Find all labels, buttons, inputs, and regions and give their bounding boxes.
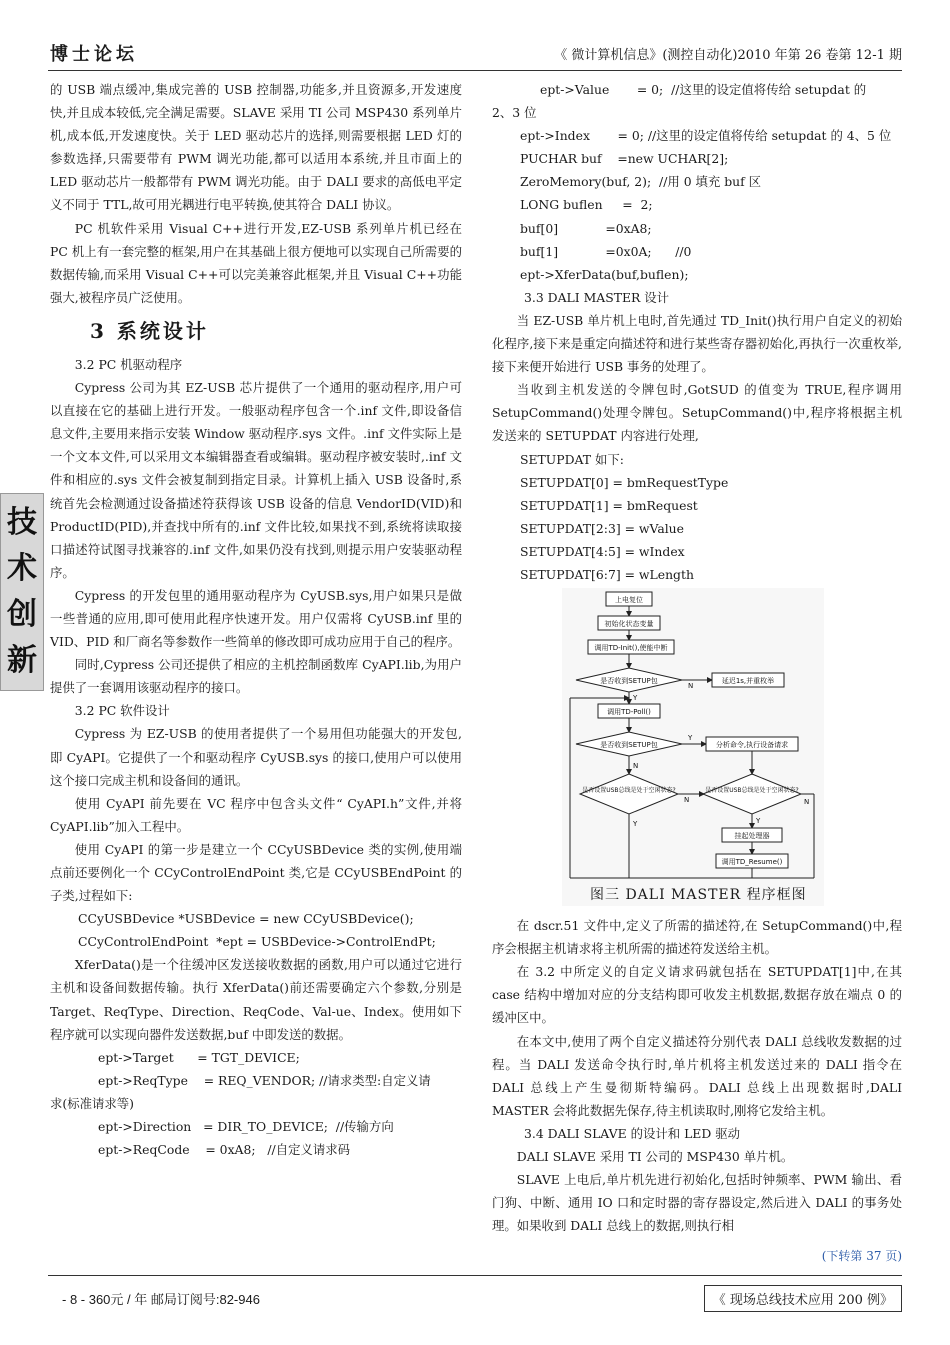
node-text: 调用TD-Init(),使能中断 — [594, 644, 668, 652]
footer-rule — [48, 1275, 902, 1276]
code-line: ept->Direction = DIR_TO_DEVICE; //传输方向 — [98, 1119, 394, 1135]
subsection-title: 3.3 DALI MASTER 设计 — [524, 289, 670, 305]
node-text: 是否设置USB总线是处于空闲状态? — [705, 787, 799, 794]
code-line: LONG buflen = 2; — [520, 197, 653, 213]
node-text: 延迟1s,并重枚举 — [721, 677, 775, 685]
paragraph: 使用 CyAPI 的第一步是建立一个 CCyUSBDevice 类的实例,使用端点前还要例化一个 CCyControlEndPoint 类,它是 CCyUSBEndPoint 的子类,过程如下: — [50, 841, 462, 904]
paragraph: PC 机软件采用 Visual C++进行开发,EZ-USB 系列单片机已经在 PC 机上有一套完整的框架,用户在其基础上很方便地可以实现自己所需要的数据传输,而采用 Visual C++可以完美兼容此框架,并且 Visual C++功能强大,被程序员广泛使用。 — [50, 220, 462, 305]
paragraph: DALI SLAVE 采用 TI 公司的 MSP430 单片机。 — [516, 1149, 794, 1164]
paragraph: 在 dscr.51 文件中,定义了所需的描述符,在 SetupCommand()中,程序会根据主机请求将主机所需的描述符发送给主机。 — [492, 918, 902, 957]
paragraph: 当 EZ-USB 单片机上电时,首先通过 TD_Init()执行用户自定义的初始化程序,接下来是重定向描述符和进行某些寄存器初始化,再执行一次重枚举,接下来便开始进行 USB 事务的处理了。 — [492, 312, 902, 375]
setup-line: SETUPDAT[0] = bmRequestType — [520, 474, 729, 490]
paragraph: 使用 CyAPI 前先要在 VC 程序中包含头文件“ CyAPI.h”文件,并将 CyAPI.lib”加入工程中。 — [50, 795, 462, 834]
side-tab-char: 新 — [7, 643, 37, 678]
code-line: buf[0] =0xA8; — [520, 220, 652, 236]
label-no: N — [684, 796, 690, 804]
code-line: CCyUSBDevice *USBDevice = new CCyUSBDevice(); — [78, 911, 414, 927]
footer-right: 《 现场总线技术应用 200 例》 — [704, 1285, 902, 1312]
setup-line: SETUPDAT[2:3] = wValue — [520, 520, 684, 536]
node-text: 是否收到SETUP包 — [600, 741, 658, 749]
label-yes: Y — [633, 694, 638, 702]
code-line: CCyControlEndPoint *ept = USBDevice->ControlEndPt; — [78, 934, 436, 950]
code-line: ept->Target = TGT_DEVICE; — [98, 1049, 300, 1065]
code-line: ept->Value = 0; //这里的设定值将传给 setupdat 的 — [540, 82, 867, 97]
label-yes: Y — [756, 817, 761, 825]
section-label: 博士论坛 — [50, 44, 138, 65]
flowchart — [562, 588, 824, 906]
side-tab-char: 创 — [7, 597, 37, 632]
paragraph: Cypress 公司为其 EZ-USB 芯片提供了一个通用的驱动程序,用户可以直接在它的基础上进行开发。一般驱动程序包含一个.inf 文件,即设备信息文件,主要用来指示安装 Window 驱动程序.sys 文件。.inf 文件实际上是一个文本文件,可以采用文本编辑器查看或编辑。驱动程序被安装时,.inf 文件和相应的.sys 文件会被复制到指定目录。计算机上插入 USB 设备时,系统首先会检测通过设备描述符获得该 USB 设备的信息 VendorID(VID)和 ProductID(PID),并查找中所有的.inf 文件比较,如果找不到,系统将读取接口描述符试图寻找兼容的.inf 文件,如果仍没有找到,则提示用户安装驱动程序。 — [50, 380, 462, 580]
node-text: 调用TD_Resume() — [721, 858, 783, 866]
paragraph: 当收到主机发送的令牌包时,GotSUD 的值变为 TRUE,程序调用 SetupCommand()处理令牌包。SetupCommand()中,程序将根据主机发送来的 SETUPDAT 内容进行处理, — [492, 382, 902, 444]
paragraph: Cypress 的开发包里的通用驱动程序为 CyUSB.sys,用户如果只是做一些普通的应用,即可使用此程序快速开发。用户仅需将 CyUSB.inf 里的 VID、PID 和厂商名等参数作一些简单的修改即可成功应用于自己的程序。 — [50, 587, 462, 650]
paragraph: Cypress 为 EZ-USB 的使用者提供了一个易用但功能强大的开发包,即 CyAPI。它提供了一个和驱动程序 CyUSB.sys 的接口,使用户可以使用这个接口完成主机和设备间的通讯。 — [50, 726, 462, 788]
setup-line: SETUPDAT[6:7] = wLength — [520, 566, 694, 582]
node-text: 初始化状态变量 — [604, 620, 654, 628]
code-line: 2、3 位 — [492, 105, 537, 121]
label-yes: Y — [688, 734, 693, 742]
node-text: 调用TD-Poll() — [607, 708, 651, 716]
paragraph: SLAVE 上电后,单片机先进行初始化,包括时钟频率、PWM 输出、看门狗、中断、通用 IO 口和定时器的寄存器设定,然后进入 DALI 的事务处理。如果收到 DALI 总线上的数据,则执行相 — [492, 1172, 902, 1234]
subsection-title: 3.4 DALI SLAVE 的设计和 LED 驱动 — [524, 1125, 740, 1141]
subsection-title: 3.2 PC 软件设计 — [74, 703, 170, 719]
code-line: buf[1] =0x0A; //0 — [520, 243, 692, 259]
label-yes: Y — [633, 820, 638, 828]
code-line: ept->ReqCode = 0xA8; //自定义请求码 — [98, 1142, 351, 1158]
code-line: ept->XferData(buf,buflen); — [520, 266, 689, 282]
paragraph: 同时,Cypress 公司还提供了相应的主机控制函数库 CyAPI.lib,为用户提供了一套调用该驱动程序的接口。 — [50, 657, 462, 696]
label-no: N — [633, 762, 639, 770]
paragraph: 在本文中,使用了两个自定义描述符分别代表 DALI 总线收发数据的过程。当 DALI 发送命令执行时,单片机将主机发送过来的 DALI 指令在 DALI 总线上产生曼彻斯特编码。DALI 总线上出现数据时,DALI MASTER 会将此数据先保存,待主机读取时,刚将它发给主机。 — [492, 1033, 902, 1118]
node-text: 是否设置USB总线是处于空闲状态? — [582, 787, 676, 794]
header-rule — [48, 70, 902, 71]
setup-title: SETUPDAT 如下: — [520, 451, 624, 467]
figure-caption: 图三 DALI MASTER 程序框图 — [590, 887, 807, 903]
node-text: 分析命令,执行设备请求 — [715, 741, 789, 749]
side-tab-char: 技 — [7, 505, 37, 540]
journal-title: 《 微计算机信息》(测控自动化)2010 年第 26 卷第 12-1 期 — [554, 48, 902, 63]
code-line: ept->ReqType = REQ_VENDOR; //请求类型:自定义请 — [98, 1072, 431, 1088]
continued-note: (下转第 37 页) — [821, 1249, 902, 1263]
setup-line: SETUPDAT[1] = bmRequest — [520, 497, 698, 513]
section-title: 3 系统设计 — [90, 318, 209, 343]
code-line: ZeroMemory(buf, 2); //用 0 填充 buf 区 — [520, 174, 762, 190]
side-tab — [0, 493, 44, 691]
subsection-title: 3.2 PC 机驱动程序 — [74, 356, 183, 372]
node-text: 上电复位 — [615, 596, 643, 604]
code-line: 求(标准请求等) — [50, 1095, 135, 1111]
label-no: N — [688, 682, 694, 690]
node-text: 是否收到SETUP包 — [600, 677, 658, 685]
paragraph: 在 3.2 中所定义的自定义请求码就包括在 SETUPDAT[1]中,在其 case 结构中增加对应的分支结构即可收发主机数据,数据存放在端点 0 的缓冲区中。 — [492, 964, 902, 1026]
label-no: N — [804, 798, 810, 806]
paragraph: 的 USB 端点缓冲,集成完善的 USB 控制器,功能多,并且资源多,开发速度快,并且成本较低,完全满足需要。SLAVE 采用 TI 公司 MSP430 系列单片机,成本低,开发速度快。关于 LED 驱动芯片的选择,则需要根据 LED 灯的参数选择,只需要带有 PWM 调光功能,都可以适用本系统,并且市面上的 LED 驱动芯片一般都带有 PWM 调光功能。由于 DALI 要求的高低电平定义不同于 TTL,故可用光耦进行电平转换,使其符合 DALI 协议。 — [50, 82, 462, 213]
paragraph: XferData()是一个往缓冲区发送接收数据的函数,用户可以通过它进行主机和设备间数据传输。执行 XferData()前还需要确定六个参数,分别是 Target、ReqType、Direction、ReqCode、Val-ue、Index。使用如下程序就可以实现向器件发送数据,buf 中即发送的数据。 — [50, 957, 462, 1042]
code-line: PUCHAR buf =new UCHAR[2]; — [520, 151, 729, 167]
code-line: ept->Index = 0; //这里的设定值将传给 setupdat 的 4、5 位 — [520, 128, 892, 144]
footer-left: - 8 - 360元 / 年 邮局订阅号:82-946 — [62, 1292, 260, 1307]
setup-line: SETUPDAT[4:5] = wIndex — [520, 543, 685, 559]
side-tab-char: 术 — [7, 551, 37, 586]
left-column — [50, 78, 462, 1161]
node-text: 挂起处理器 — [734, 832, 770, 840]
